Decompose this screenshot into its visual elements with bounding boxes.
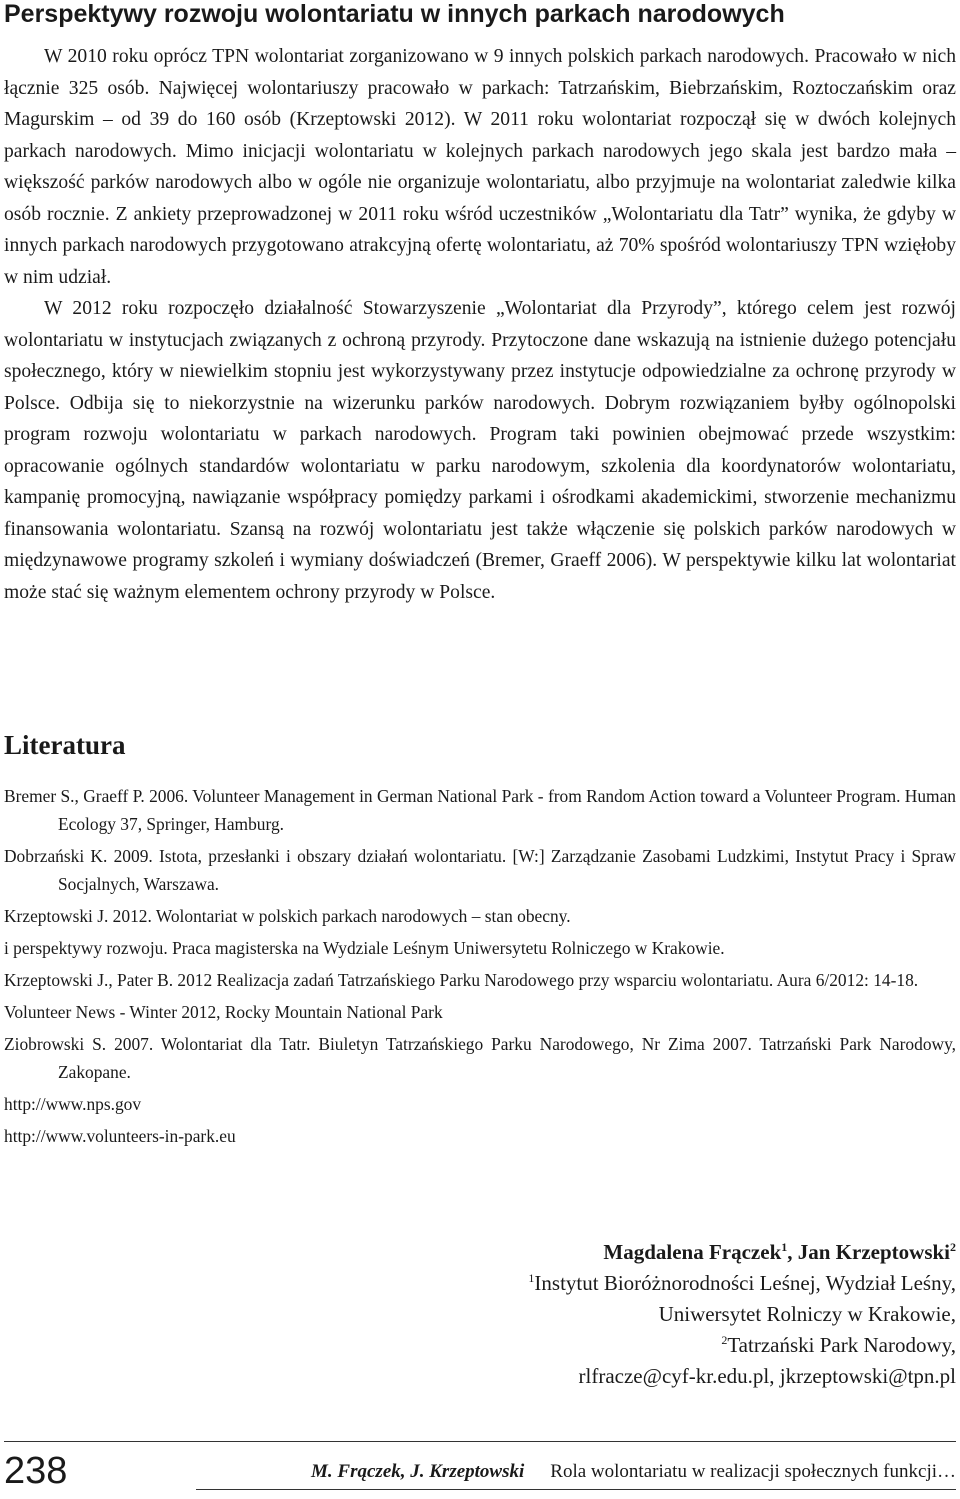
reference-link[interactable]: http://www.volunteers-in-park.eu: [4, 1126, 236, 1146]
reference-item: Dobrzański K. 2009. Istota, przesłanki i obszary działań wolontariatu. [W:] Zarządzanie Zasobami Ludzkimi, Instytut Pracy i Spraw Socjalnych, Warszawa.: [4, 846, 956, 894]
page-number: 238: [4, 1450, 68, 1492]
author-separator: ,: [787, 1240, 798, 1264]
paragraph-2: W 2012 roku rozpoczęło działalność Stowarzyszenie „Wolontariat dla Przyrody”, którego celem jest rozwój wolontariatu w instytucjach związanych z ochroną przyrody. Przytoczone dane wskazują na istnienie dużego potencjału społecznego, który w niewielkim stopniu jest wykorzystywany przez instytucje odpowiedzialne za ochronę przyrody w Polsce. Odbija się to niekorzystnie na wizerunku parków narodowych. Dobrym rozwiązaniem byłby ogólnopolski program rozwoju wolontariatu w parkach narodowych. Program taki powinien obejmować przede wszystkim: opracowanie ogólnych standardów wolontariatu w parku narodowym, szkolenia dla koordynatorów wolontariatu, kampanię promocyjną, nawiązanie współpracy pomiędzy parkami i ośrodkami akademickimi, stworzenie mechanizmu finansowania wolontariatu. Szansą na rozwój wolontariatu jest także włączenie się polskich parków narodowych w międzynawowe programy szkoleń i wymiany doświadczeń (Bremer, Graeff 2006). W perspektywie kilku lat wolontariat może stać się ważnym elementem ochrony przyrody w Polsce.: [4, 298, 956, 603]
footer-divider: [4, 1441, 956, 1442]
literature-heading: Literatura: [4, 730, 126, 760]
affiliation-mark: 1: [781, 1240, 788, 1254]
affiliation-text: Tatrzański Park Narodowy,: [727, 1333, 956, 1357]
reference-item: Volunteer News - Winter 2012, Rocky Mountain National Park: [4, 1002, 443, 1022]
affiliation-2: [356, 1330, 956, 1361]
author-name: Jan Krzeptowski: [797, 1240, 950, 1264]
section-heading: Perspektywy rozwoju wolontariatu w innych parkach narodowych: [4, 0, 785, 28]
running-footer: [311, 1459, 956, 1485]
affiliation-mark: 2: [950, 1240, 956, 1254]
affiliation-mark: 2: [721, 1333, 728, 1347]
section-body: [4, 41, 956, 608]
author-names: [356, 1237, 956, 1268]
affiliation-text: Instytut Bioróżnorodności Leśnej, Wydział Leśny,: [534, 1271, 956, 1295]
paragraph-1: W 2010 roku oprócz TPN wolontariat zorganizowano w 9 innych polskich parkach narodowych. Pracowało w nich łącznie 325 osób. Najwięcej wolontariuszy pracowało w parkach: Tatrzańskim, Biebrzańskim, Roztoczańskim oraz Magurskim – od 39 do 160 osób (Krzeptowski 2012). W 2011 roku wolontariat rozpoczął się w dwóch kolejnych parkach narodowych. Mimo inicjacji wolontariatu w kolejnych parkach narodowych jego skala jest bardzo mała – większość parków narodowych albo w ogóle nie organizuje wolontariatu, albo przyjmuje na wolontariat zaledwie kilka osób rocznie. Z ankiety przeprowadzonej w 2011 roku wśród uczestników „Wolontariatu dla Tatr” wynika, że gdyby w innych parkach narodowych przygotowano atrakcyjną ofertę wolontariatu, aż 70% spośród wolontariuszy TPN wzięłoby w nim udział.: [4, 46, 956, 288]
reference-list: [4, 782, 956, 1154]
reference-item: Bremer S., Graeff P. 2006. Volunteer Management in German National Park - from Random Action toward a Volunteer Program. Human Ecology 37, Springer, Hamburg.: [4, 786, 956, 834]
reference-link[interactable]: http://www.nps.gov: [4, 1094, 142, 1114]
author-name: Magdalena Frączek: [603, 1240, 782, 1264]
reference-item: Krzeptowski J. 2012. Wolontariat w polskich parkach narodowych – stan obecny.: [4, 906, 571, 926]
author-emails[interactable]: rlfracze@cyf-kr.edu.pl, jkrzeptowski@tpn.pl: [578, 1364, 956, 1388]
running-authors: M. Frączek, J. Krzeptowski: [311, 1461, 525, 1482]
affiliation-1: [356, 1268, 956, 1299]
reference-item: i perspektywy rozwoju. Praca magisterska na Wydziale Leśnym Uniwersytetu Rolniczego w Krakowie.: [4, 938, 725, 958]
footer-underline: [196, 1489, 956, 1490]
affiliation-1-line-2: Uniwersytet Rolniczy w Krakowie,: [658, 1302, 956, 1326]
running-title: Rola wolontariatu w realizacji społecznych funkcji…: [550, 1461, 956, 1482]
reference-item: Krzeptowski J., Pater B. 2012 Realizacja zadań Tatrzańskiego Parku Narodowego przy wsparciu wolontariatu. Aura 6/2012: 14-18.: [4, 970, 919, 990]
author-block: [356, 1237, 956, 1392]
affiliation-mark: 1: [528, 1271, 535, 1285]
reference-item: Ziobrowski S. 2007. Wolontariat dla Tatr. Biuletyn Tatrzańskiego Parku Narodowego, Nr Zima 2007. Tatrzański Park Narodowy, Zakopane.: [4, 1034, 956, 1082]
